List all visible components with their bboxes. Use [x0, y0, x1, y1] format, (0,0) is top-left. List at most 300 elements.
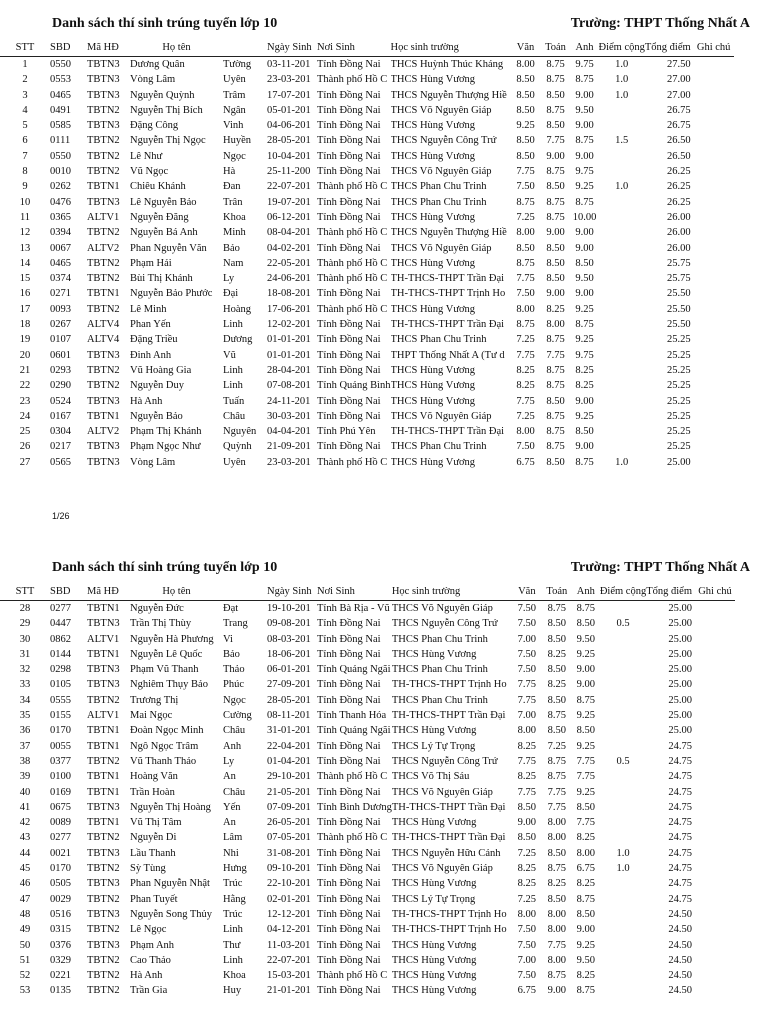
- english-score-cell: 8.75: [576, 985, 596, 997]
- math-score-cell: 8.50: [546, 120, 565, 132]
- header-given-name: [223, 40, 265, 57]
- exam-code-cell: TBTN1: [87, 410, 120, 422]
- note-cell: [695, 922, 735, 937]
- math-score-cell: 7.75: [547, 939, 567, 951]
- bonus-cell: [600, 785, 646, 800]
- birthplace-cell: Tỉnh Đồng Nai: [317, 441, 381, 453]
- sbd-cell: 0277: [50, 601, 82, 617]
- note-cell: [695, 953, 735, 968]
- stt-cell: 19: [19, 334, 31, 346]
- given-name-cell: Trâm: [223, 89, 246, 101]
- school-cell: THCS Nguyễn Hữu Cảnh: [391, 847, 501, 859]
- surname-cell: Phan Nguyễn Nhật: [130, 878, 210, 890]
- english-score-cell: 9.25: [575, 181, 594, 193]
- stt-cell: 12: [19, 227, 31, 239]
- school-cell: THCS Hùng Vương: [391, 939, 477, 951]
- sbd-cell: 0111: [50, 135, 71, 147]
- total-score-cell: 24.75: [668, 755, 692, 767]
- literature-score-cell: 8.00: [516, 227, 535, 239]
- note-cell: [694, 455, 734, 470]
- bonus-cell: [599, 378, 645, 393]
- literature-score-cell: 8.50: [516, 89, 535, 101]
- english-score-cell: 9.25: [575, 410, 594, 422]
- literature-score-cell: 7.00: [517, 710, 537, 722]
- table-row: [0, 785, 735, 800]
- english-score-cell: 9.00: [575, 242, 594, 254]
- surname-cell: Vòng Lâm: [130, 74, 176, 86]
- surname-cell: Chiêu Khánh: [130, 181, 186, 193]
- surname-cell: Phan Yến: [130, 319, 171, 331]
- bonus-cell: [600, 723, 646, 738]
- exam-code-cell: TBTN2: [87, 985, 120, 997]
- total-score-cell: 27.00: [667, 74, 691, 86]
- english-score-cell: 7.75: [576, 755, 596, 767]
- sbd-cell: 0505: [50, 878, 71, 890]
- admission-table: [0, 584, 735, 999]
- given-name-cell: Quỳnh: [223, 441, 252, 453]
- given-name-cell: Nguyên: [223, 426, 257, 438]
- birth-date-cell: 08-03-201: [267, 633, 311, 645]
- exam-code-cell: TBTN3: [82, 57, 130, 73]
- bonus-cell: [599, 225, 645, 240]
- birthplace-cell: Tỉnh Đồng Nai: [317, 242, 381, 254]
- school-cell: THCS Phan Chu Trinh: [391, 694, 488, 706]
- school-cell: TH-THCS-THPT Trần Đại: [390, 426, 505, 438]
- given-name-cell: Ngân: [223, 104, 246, 116]
- total-score-cell: 25.50: [667, 303, 691, 315]
- english-score-cell: 8.75: [575, 456, 594, 468]
- total-score-cell: 24.75: [668, 863, 692, 875]
- literature-score-cell: 8.50: [516, 104, 535, 116]
- school-cell: TH-THCS-THPT Trịnh Ho: [391, 924, 507, 936]
- school-cell: TH-THCS-THPT Trần Đại: [390, 273, 505, 285]
- header-birthplace: Nơi Sinh: [317, 42, 355, 53]
- surname-cell: Nguyễn Thị Ngọc: [130, 135, 206, 147]
- english-score-cell: 8.50: [576, 908, 596, 920]
- stt-cell: 15: [19, 273, 31, 285]
- surname-cell: Nguyễn Bảo: [130, 410, 183, 422]
- math-score-cell: 8.00: [546, 319, 565, 331]
- math-score-cell: 8.00: [547, 832, 567, 844]
- math-score-cell: 8.75: [546, 426, 565, 438]
- total-score-cell: 25.00: [668, 618, 692, 630]
- literature-score-cell: 8.25: [517, 863, 537, 875]
- school-cell: THCS Võ Nguyên Giáp: [390, 104, 492, 116]
- birth-date-cell: 05-01-201: [267, 104, 311, 116]
- stt-cell: 11: [19, 211, 31, 223]
- given-name-cell: Trúc: [223, 878, 243, 890]
- sbd-cell: 0277: [50, 832, 71, 844]
- note-cell: [695, 647, 735, 662]
- exam-code-cell: TBTN3: [87, 618, 120, 630]
- school-cell: THCS Nguyễn Công Trứ: [390, 135, 497, 147]
- math-score-cell: 8.75: [546, 380, 565, 392]
- sbd-cell: 0585: [50, 120, 71, 132]
- surname-cell: Nguyễn Đức: [130, 601, 223, 617]
- note-cell: [695, 677, 735, 692]
- literature-score-cell: 7.50: [517, 939, 537, 951]
- sbd-cell: 0170: [50, 725, 71, 737]
- given-name-cell: Nam: [223, 257, 244, 269]
- given-name-cell: Thư: [223, 939, 241, 951]
- birth-date-cell: 18-08-201: [267, 288, 311, 300]
- surname-cell: Hoàng Văn: [130, 771, 178, 783]
- literature-score-cell: 8.50: [517, 801, 537, 813]
- given-name-cell: Châu: [223, 410, 246, 422]
- birthplace-cell: Tỉnh Đồng Nai: [317, 196, 381, 208]
- note-cell: [695, 708, 735, 723]
- sbd-cell: 0516: [50, 908, 71, 920]
- given-name-cell: An: [223, 817, 236, 829]
- given-name-cell: Uyên: [223, 74, 246, 86]
- bonus-cell: 1.0: [599, 57, 645, 73]
- stt-cell: 45: [19, 863, 31, 875]
- bonus-cell: 1.0: [615, 456, 629, 468]
- bonus-cell: [600, 601, 646, 617]
- literature-score-cell: 7.50: [517, 618, 537, 630]
- birthplace-cell: Tỉnh Đồng Nai: [317, 694, 381, 706]
- sbd-cell: 0067: [50, 242, 71, 254]
- given-name-cell: Huy: [223, 985, 242, 997]
- sbd-cell: 0394: [50, 227, 71, 239]
- note-cell: [695, 785, 735, 800]
- table-row: [0, 723, 735, 738]
- sbd-cell: 0565: [50, 456, 71, 468]
- stt-cell: 33: [19, 679, 31, 691]
- table-row: [0, 922, 735, 937]
- note-cell: [695, 693, 735, 708]
- math-score-cell: 7.75: [547, 786, 567, 798]
- total-score-cell: 25.00: [646, 601, 695, 617]
- stt-cell: 18: [19, 319, 31, 331]
- bonus-cell: [600, 739, 646, 754]
- english-score-cell: 9.50: [576, 633, 596, 645]
- bonus-cell: 0.5: [616, 755, 630, 767]
- birth-date-cell: 24-11-201: [267, 395, 311, 407]
- given-name-cell: Hoàng: [223, 303, 251, 315]
- english-score-cell: 9.25: [576, 786, 596, 798]
- birthplace-cell: Thành phố Hồ C: [317, 227, 388, 239]
- sbd-cell: 0170: [50, 863, 71, 875]
- table-row: [0, 815, 735, 830]
- exam-code-cell: TBTN3: [87, 679, 120, 691]
- stt-cell: 5: [22, 120, 28, 132]
- birth-date-cell: 17-06-201: [267, 303, 311, 315]
- table-row: [0, 363, 734, 378]
- stt-cell: 25: [19, 426, 31, 438]
- birthplace-cell: Tỉnh Đồng Nai: [317, 893, 381, 905]
- english-score-cell: 9.00: [576, 924, 596, 936]
- school-cell: THCS Lý Tự Trọng: [391, 893, 476, 905]
- surname-cell: Mai Ngọc: [130, 710, 173, 722]
- surname-cell: Phạm Hải: [130, 257, 172, 269]
- exam-code-cell: TBTN2: [87, 150, 120, 162]
- header-math: Toán: [546, 586, 568, 597]
- english-score-cell: 9.00: [575, 441, 594, 453]
- literature-score-cell: 7.25: [517, 847, 537, 859]
- stt-cell: 46: [19, 878, 31, 890]
- english-score-cell: 9.00: [575, 120, 594, 132]
- total-score-cell: 26.25: [667, 181, 691, 193]
- given-name-cell: Huyền: [223, 135, 251, 147]
- math-score-cell: 8.75: [547, 863, 567, 875]
- surname-cell: Vòng Lâm: [130, 456, 176, 468]
- birthplace-cell: Thành phố Hồ C: [317, 832, 388, 844]
- sbd-cell: 0021: [50, 847, 71, 859]
- sbd-cell: 0010: [50, 166, 71, 178]
- sbd-cell: 0465: [50, 89, 71, 101]
- bonus-cell: [600, 693, 646, 708]
- math-score-cell: 7.75: [546, 349, 565, 361]
- total-score-cell: 24.75: [668, 847, 692, 859]
- birthplace-cell: Tỉnh Bình Dương: [317, 801, 392, 813]
- surname-cell: Lê Như: [130, 150, 163, 162]
- stt-cell: 6: [22, 135, 28, 147]
- total-score-cell: 25.25: [667, 334, 691, 346]
- sbd-cell: 0029: [50, 893, 71, 905]
- stt-cell: 38: [19, 755, 31, 767]
- given-name-cell: Vũ: [223, 349, 236, 361]
- header-exam-code: Mã HĐ: [87, 586, 119, 597]
- given-name-cell: Châu: [223, 725, 246, 737]
- table-row: [0, 179, 734, 194]
- header-sbd: SBD: [50, 586, 71, 597]
- surname-cell: Sỳ Tùng: [130, 863, 166, 875]
- math-score-cell: 8.75: [547, 771, 567, 783]
- total-score-cell: 24.50: [668, 954, 692, 966]
- birth-date-cell: 08-04-201: [267, 227, 311, 239]
- birthplace-cell: Tỉnh Đồng Nai: [317, 395, 381, 407]
- table-row: [0, 332, 734, 347]
- surname-cell: Hà Anh: [130, 970, 163, 982]
- english-score-cell: 9.50: [575, 104, 594, 116]
- given-name-cell: Châu: [223, 786, 246, 798]
- given-name-cell: Vinh: [223, 120, 244, 132]
- birth-date-cell: 23-03-201: [267, 74, 311, 86]
- birthplace-cell: Thành phố Hồ C: [317, 273, 388, 285]
- english-score-cell: 8.50: [576, 725, 596, 737]
- literature-score-cell: 8.50: [517, 832, 537, 844]
- table-row: [0, 846, 735, 861]
- total-score-cell: 25.50: [667, 288, 691, 300]
- table-row: [0, 953, 735, 968]
- sbd-cell: 0862: [50, 633, 71, 645]
- given-name-cell: Linh: [223, 924, 243, 936]
- birth-date-cell: 22-05-201: [267, 257, 311, 269]
- birth-date-cell: 23-03-201: [267, 456, 311, 468]
- bonus-cell: [600, 938, 646, 953]
- literature-score-cell: 7.25: [516, 211, 535, 223]
- stt-cell: 7: [22, 150, 28, 162]
- math-score-cell: 8.75: [541, 57, 571, 73]
- school-cell: THCS Nguyễn Công Trứ: [391, 618, 498, 630]
- total-score-cell: 24.50: [668, 970, 692, 982]
- school-cell: THCS Hùng Vương: [391, 648, 477, 660]
- sbd-cell: 0055: [50, 740, 71, 752]
- birth-date-cell: 22-04-201: [267, 740, 311, 752]
- surname-cell: Trần Thị Thùy: [130, 618, 192, 630]
- table-row: [0, 708, 735, 723]
- sbd-cell: 0100: [50, 771, 71, 783]
- exam-code-cell: TBTN3: [87, 801, 120, 813]
- birthplace-cell: Tỉnh Đồng Nai: [317, 985, 381, 997]
- literature-score-cell: 7.50: [512, 601, 542, 617]
- birthplace-cell: Tỉnh Đồng Nai: [317, 863, 381, 875]
- birth-date-cell: 21-01-201: [267, 985, 311, 997]
- birthplace-cell: Tỉnh Đồng Nai: [317, 847, 381, 859]
- exam-code-cell: TBTN2: [87, 863, 120, 875]
- bonus-cell: [599, 210, 645, 225]
- school-cell: THCS Phan Chu Trinh: [391, 664, 488, 676]
- literature-score-cell: 7.00: [517, 633, 537, 645]
- note-cell: [695, 769, 735, 784]
- stt-cell: 35: [19, 710, 31, 722]
- bonus-cell: [600, 876, 646, 891]
- bonus-cell: [600, 968, 646, 983]
- surname-cell: Ngô Ngọc Trâm: [130, 740, 199, 752]
- total-score-cell: 25.25: [667, 364, 691, 376]
- school-cell: THCS Võ Nguyên Giáp: [391, 786, 493, 798]
- given-name-cell: Dương: [223, 334, 253, 346]
- table-row: [0, 907, 735, 922]
- school-cell: THCS Lý Tự Trọng: [391, 740, 476, 752]
- school-cell: THCS Phan Chu Trinh: [390, 334, 487, 346]
- bonus-cell: [599, 286, 645, 301]
- exam-code-cell: ALTV1: [87, 710, 120, 722]
- sbd-cell: 0550: [50, 150, 71, 162]
- stt-cell: 20: [19, 349, 31, 361]
- bonus-cell: [600, 953, 646, 968]
- surname-cell: Vũ Hoàng Gia: [130, 364, 192, 376]
- math-score-cell: 8.75: [546, 196, 565, 208]
- birth-date-cell: 26-05-201: [267, 817, 311, 829]
- school-cell: TH-THCS-THPT Trần Đại: [391, 710, 506, 722]
- bonus-cell: 0.5: [616, 618, 630, 630]
- birth-date-cell: 01-01-201: [267, 334, 311, 346]
- stt-cell: 30: [19, 633, 31, 645]
- table-row: [0, 677, 735, 692]
- table-row: [0, 149, 734, 164]
- school-cell: THCS Nguyễn Thượng Hiề: [390, 227, 507, 239]
- english-score-cell: 8.75: [575, 319, 594, 331]
- note-cell: [694, 302, 734, 317]
- table-row: [0, 302, 734, 317]
- stt-cell: 21: [19, 364, 31, 376]
- birthplace-cell: Tỉnh Đồng Nai: [317, 349, 381, 361]
- english-score-cell: 8.75: [575, 135, 594, 147]
- exam-code-cell: TBTN1: [87, 786, 120, 798]
- surname-cell: Phạm Anh: [130, 939, 175, 951]
- english-score-cell: 8.50: [575, 426, 594, 438]
- table-row: [0, 164, 734, 179]
- birthplace-cell: Thành phố Hồ C: [317, 181, 388, 193]
- birth-date-cell: 03-11-201: [265, 57, 317, 73]
- birthplace-cell: Tỉnh Đồng Nai: [317, 89, 381, 101]
- birth-date-cell: 31-01-201: [267, 725, 311, 737]
- sbd-cell: 0167: [50, 410, 71, 422]
- given-name-cell: Ngọc: [223, 694, 246, 706]
- stt-cell: 23: [19, 395, 31, 407]
- given-name-cell: Uyên: [223, 456, 246, 468]
- literature-score-cell: 9.25: [516, 120, 535, 132]
- exam-code-cell: TBTN2: [87, 303, 120, 315]
- given-name-cell: Trúc: [223, 908, 243, 920]
- english-score-cell: 9.00: [575, 288, 594, 300]
- birthplace-cell: Tỉnh Đồng Nai: [317, 57, 391, 73]
- bonus-cell: [600, 677, 646, 692]
- school-cell: THPT Thống Nhất A (Tư d: [390, 349, 505, 361]
- literature-score-cell: 7.50: [517, 970, 537, 982]
- total-score-cell: 24.75: [668, 801, 692, 813]
- exam-code-cell: TBTN1: [87, 817, 120, 829]
- header-total: Tổng điểm: [646, 586, 692, 597]
- literature-score-cell: 8.50: [516, 74, 535, 86]
- sbd-cell: 0107: [50, 334, 71, 346]
- sbd-cell: 0221: [50, 970, 71, 982]
- literature-score-cell: 8.50: [516, 135, 535, 147]
- school-name: Trường: THPT Thống Nhất A: [570, 560, 750, 575]
- surname-cell: Nguyễn Đăng: [130, 211, 189, 223]
- header-birthplace: Nơi Sinh: [317, 586, 355, 597]
- math-score-cell: 8.75: [546, 211, 565, 223]
- school-cell: THCS Hùng Vương: [390, 456, 476, 468]
- birth-date-cell: 09-10-201: [267, 863, 311, 875]
- surname-cell: Nguyễn Lê Quốc: [130, 648, 203, 660]
- math-score-cell: 8.25: [546, 303, 565, 315]
- header-literature: Văn: [518, 586, 536, 597]
- table-row: [0, 409, 734, 424]
- school-cell: THCS Võ Nguyên Giáp: [391, 863, 493, 875]
- sbd-cell: 0217: [50, 441, 71, 453]
- birthplace-cell: Thành phố Hồ C: [317, 303, 388, 315]
- literature-score-cell: 8.25: [517, 740, 537, 752]
- sbd-cell: 0365: [50, 211, 71, 223]
- literature-score-cell: 7.50: [516, 441, 535, 453]
- given-name-cell: Đại: [223, 288, 239, 300]
- literature-score-cell: 8.50: [516, 242, 535, 254]
- bonus-cell: [600, 830, 646, 845]
- given-name-cell: Ly: [223, 755, 235, 767]
- note-cell: [695, 892, 735, 907]
- exam-code-cell: TBTN3: [87, 441, 120, 453]
- birthplace-cell: Tỉnh Quảng Ngãi: [317, 664, 391, 676]
- literature-score-cell: 8.75: [516, 319, 535, 331]
- exam-code-cell: TBTN2: [87, 364, 120, 376]
- literature-score-cell: 7.75: [517, 694, 537, 706]
- note-cell: [694, 103, 734, 118]
- note-cell: [694, 133, 734, 148]
- school-cell: THCS Hùng Vương: [390, 211, 476, 223]
- sbd-cell: 0271: [50, 288, 71, 300]
- birthplace-cell: Thành phố Hồ C: [317, 771, 388, 783]
- birth-date-cell: 12-12-201: [267, 908, 311, 920]
- table-row: [0, 133, 734, 148]
- literature-score-cell: 8.00: [517, 908, 537, 920]
- note-cell: [694, 164, 734, 179]
- surname-cell: Lê Minh: [130, 303, 167, 315]
- math-score-cell: 8.75: [546, 334, 565, 346]
- birthplace-cell: Tỉnh Đồng Nai: [317, 150, 381, 162]
- school-cell: THCS Hùng Vương: [391, 817, 477, 829]
- header-exam-code: Mã HĐ: [87, 42, 119, 53]
- given-name-cell: Vi: [223, 633, 233, 645]
- literature-score-cell: 7.50: [516, 181, 535, 193]
- given-name-cell: Hằng: [223, 893, 246, 905]
- table-row: [0, 938, 735, 953]
- birth-date-cell: 09-08-201: [267, 618, 311, 630]
- birth-date-cell: 06-01-201: [267, 664, 311, 676]
- header-given-name: [223, 584, 265, 601]
